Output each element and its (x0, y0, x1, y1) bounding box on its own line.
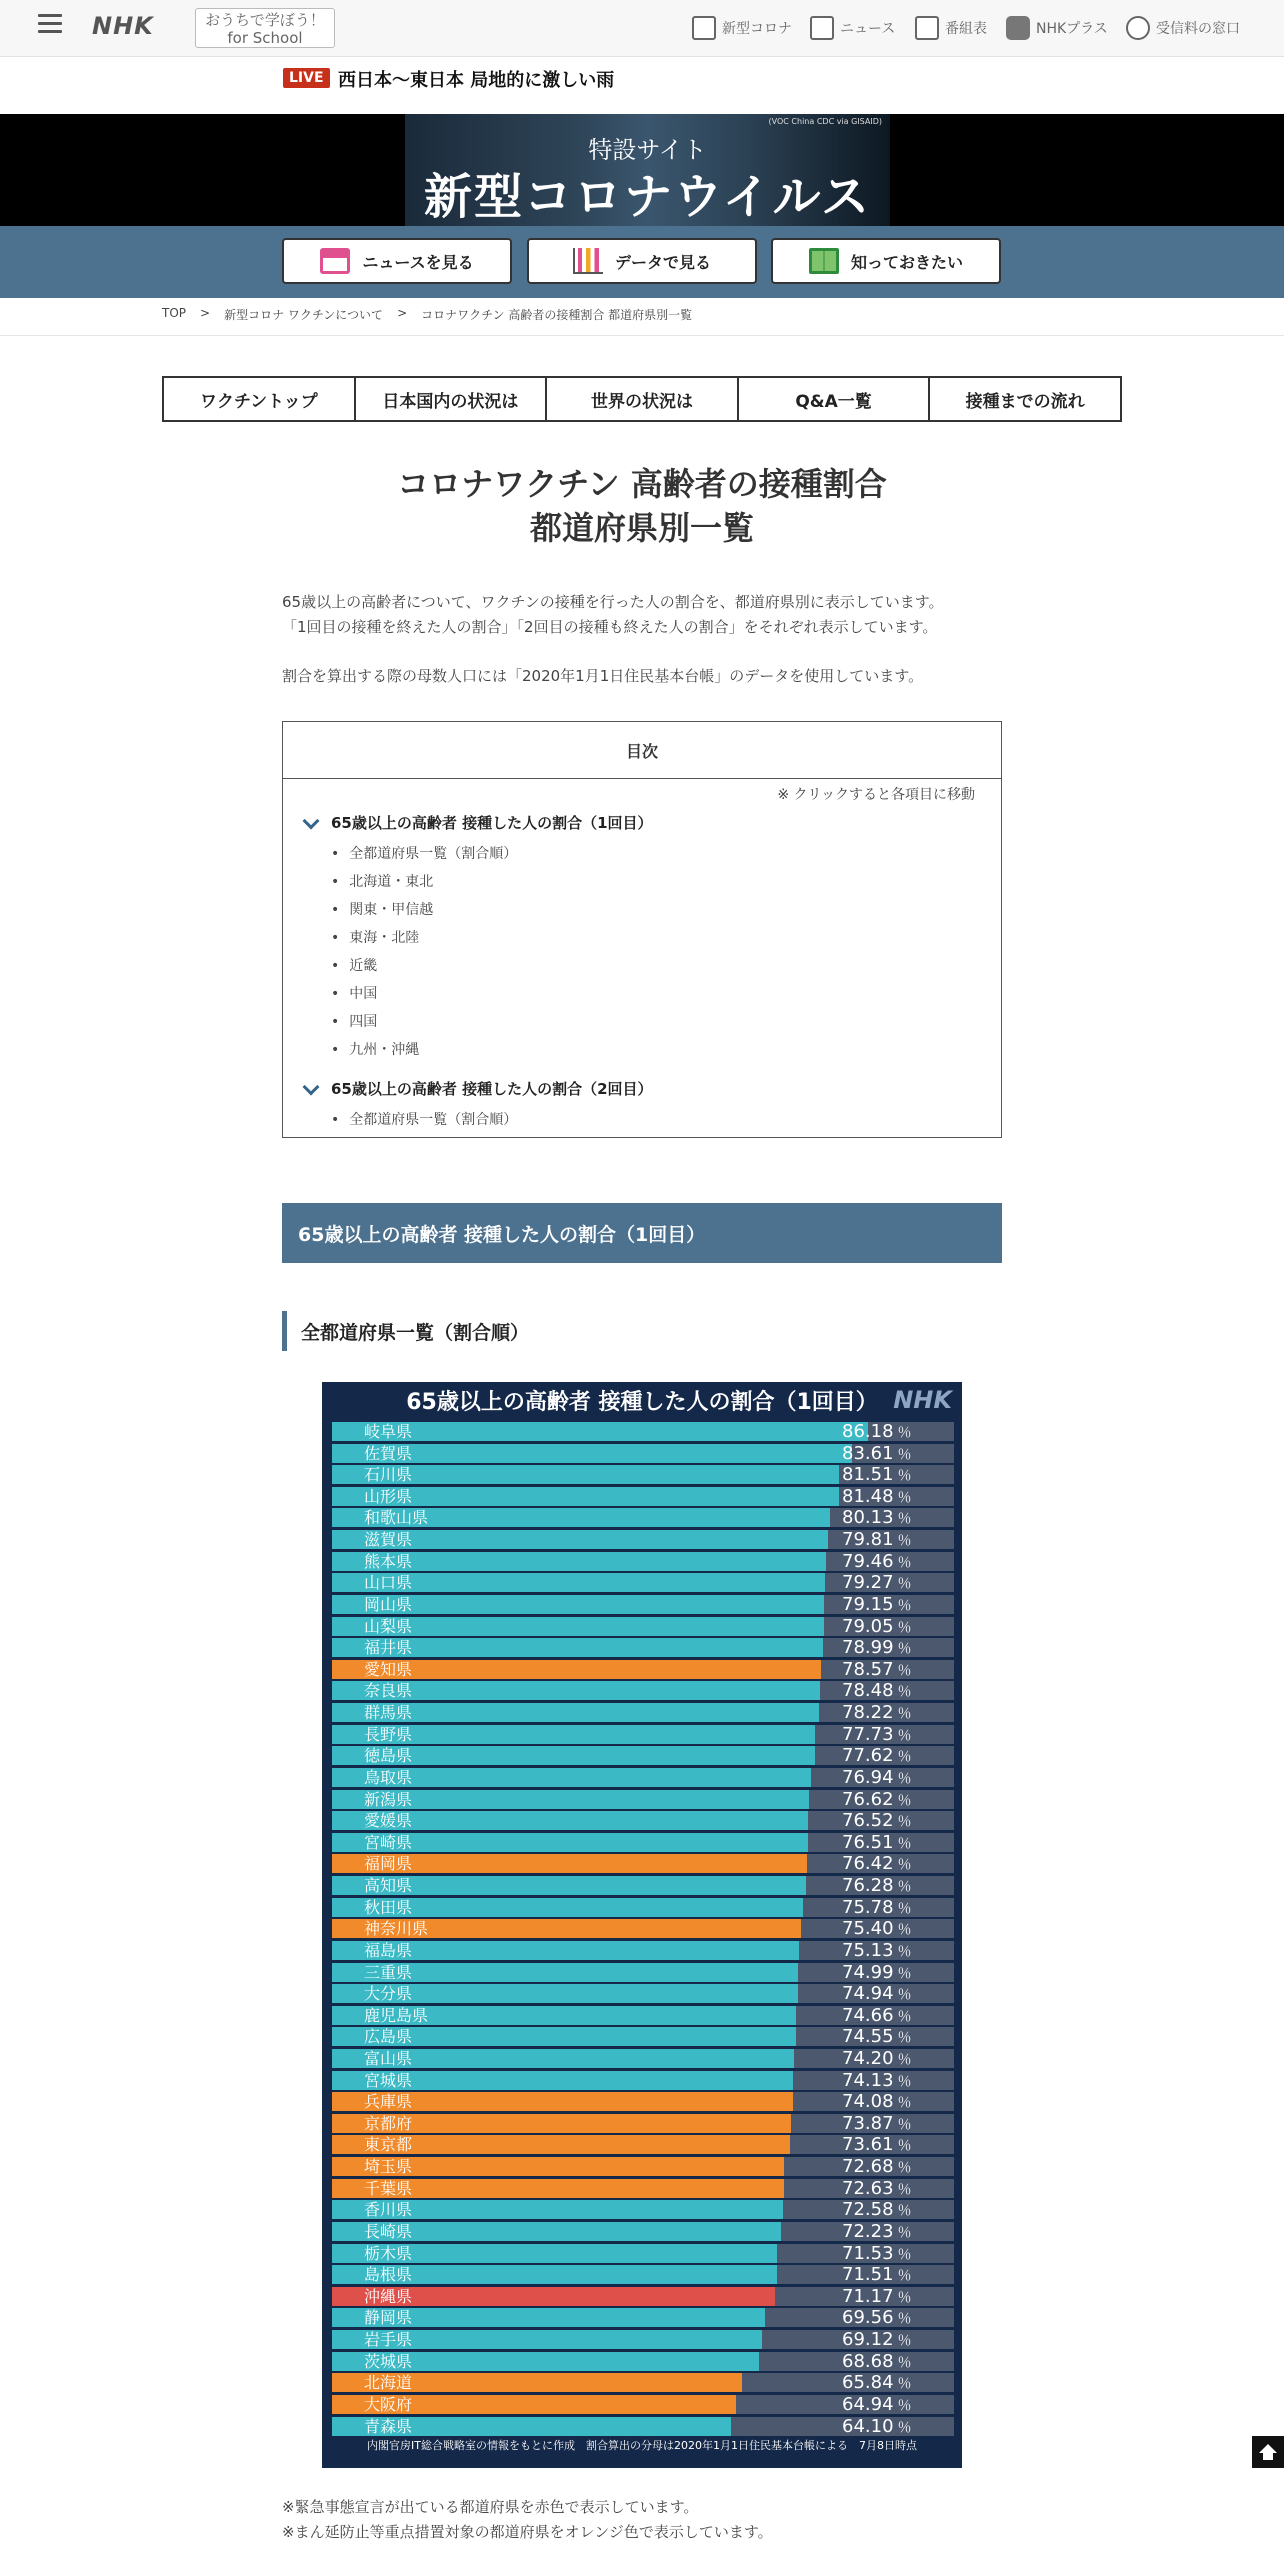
chart-row (332, 1746, 954, 1765)
breadcrumb-top[interactable]: TOP (162, 306, 187, 320)
chart-value-label: 74.94 ％ (842, 1983, 912, 2005)
chart-row (332, 2092, 954, 2111)
tab-qa[interactable]: Q&A一覧 (739, 378, 931, 420)
chart-category-label: 熊本県 (364, 1551, 413, 1571)
chart-value-label: 76.51 ％ (842, 1831, 912, 1853)
chart-category-label: 千葉県 (364, 2178, 413, 2198)
table-grid-icon (915, 16, 939, 40)
chart-row (332, 1984, 954, 2003)
live-badge: LIVE (283, 68, 330, 88)
view-data-label: データで見る (614, 252, 711, 272)
chart-value-label: 74.55 ％ (842, 2026, 912, 2048)
view-news-label: ニュースを見る (362, 252, 474, 272)
chart-category-label: 鳥取県 (364, 1767, 413, 1787)
chart-category-label: 富山県 (364, 2048, 413, 2068)
chart-value-label: 75.78 ％ (842, 1896, 912, 1918)
chart-category-label: 鹿児島県 (364, 2005, 429, 2025)
chart-unit-label: ％ (897, 1749, 912, 1766)
chart-row (332, 1790, 954, 1809)
page-title-line1: コロナワクチン 高齢者の接種割合 (397, 465, 887, 503)
chart-category-label: 島根県 (364, 2265, 413, 2285)
chart-unit-label: ％ (897, 2224, 912, 2241)
chart-unit-label: ％ (897, 1900, 912, 1917)
chart-row (332, 1681, 954, 1700)
chart-category-label: 和歌山県 (364, 1508, 429, 1528)
tab-vaccine-top[interactable]: ワクチントップ (164, 378, 356, 420)
chart-value-label: 64.10 ％ (842, 2415, 912, 2437)
chart-unit-label: ％ (897, 2376, 912, 2393)
chart-unit-label: ％ (897, 2181, 912, 2198)
chart-value-label: 73.61 ％ (842, 2134, 912, 2156)
chart-footnote: 内閣官房IT総合戦略室の情報をもとに作成 割合算出の分母は2020年1月1日住民基本台帳による 7月8日時点 (367, 2439, 917, 2452)
chart-row (332, 2417, 954, 2436)
chart-value-label: 76.52 ％ (842, 1810, 912, 1832)
chart-value-label: 71.17 ％ (842, 2285, 912, 2307)
chart-unit-label: ％ (897, 1987, 912, 2004)
nav-nhk-plus[interactable] (1006, 14, 1108, 42)
chart-value-label: 74.99 ％ (842, 1961, 912, 1983)
receiver-fee-icon (1126, 16, 1150, 40)
chart-row (332, 1876, 954, 1895)
chart-unit-label: ％ (897, 1965, 912, 1982)
chart-row (332, 1660, 954, 1679)
toc-item[interactable]: • 東海・北陸 (331, 927, 419, 947)
chart-row (332, 1617, 954, 1636)
chart-unit-label: ％ (897, 1511, 912, 1528)
chart-category-label: 宮崎県 (364, 1832, 413, 1852)
chart-unit-label: ％ (897, 1597, 912, 1614)
chart-row (332, 1595, 954, 1614)
open-book-icon (809, 248, 839, 274)
chart-value-label: 78.57 ％ (842, 1658, 912, 1680)
chart-row (332, 2157, 954, 2176)
chart-row (332, 1768, 954, 1787)
toc-item[interactable]: • 全都道府県一覧（割合順） (331, 1109, 517, 1129)
for-school-line2: for School (227, 29, 303, 47)
nav-program-guide[interactable] (915, 14, 987, 42)
chart-unit-label: ％ (897, 1922, 912, 1939)
chart-unit-label: ％ (897, 1727, 912, 1744)
toc-item[interactable]: • 全都道府県一覧（割合順） (331, 843, 517, 863)
chart-value-label: 75.13 ％ (842, 1939, 912, 1961)
chart-row (332, 1941, 954, 1960)
chart-row (332, 2049, 954, 2068)
chart-category-label: 山梨県 (364, 1616, 413, 1636)
chart-category-label: 奈良県 (364, 1681, 413, 1701)
vaccination-chart (322, 1382, 962, 2468)
chart-row (332, 2308, 954, 2327)
chart-unit-label: ％ (897, 2311, 912, 2328)
sub-heading: 全都道府県一覧（割合順） (282, 1311, 529, 1351)
chart-value-label: 73.87 ％ (842, 2112, 912, 2134)
news-window-icon (320, 248, 350, 274)
chart-category-label: 大分県 (364, 1984, 413, 2004)
chart-unit-label: ％ (897, 1706, 912, 1723)
hamburger-menu-icon[interactable] (38, 14, 62, 34)
chart-row (332, 2373, 954, 2392)
toc-section-dose2-label: 65歳以上の高齢者 接種した人の割合（2回目） (331, 1080, 653, 1098)
bar-chart-icon (573, 248, 603, 274)
chart-unit-label: ％ (897, 1857, 912, 1874)
chart-row (332, 1465, 954, 1484)
intro-line2: 「1回目の接種を終えた人の割合」「2回目の接種も終えた人の割合」をそれぞれ表示しています。 (282, 618, 938, 636)
chart-category-label: 沖縄県 (364, 2286, 413, 2306)
chart-unit-label: ％ (897, 1662, 912, 1679)
chart-row (332, 2330, 954, 2349)
intro-paragraph (282, 590, 1002, 640)
toc-item[interactable]: • 北海道・東北 (331, 871, 433, 891)
chart-row (332, 1919, 954, 1938)
chart-unit-label: ％ (897, 1835, 912, 1852)
chevron-down-icon (303, 1078, 320, 1095)
nav-receiver-fee[interactable] (1126, 14, 1240, 42)
chart-category-label: 東京都 (364, 2135, 413, 2155)
chart-value-label: 78.48 ％ (842, 1680, 912, 1702)
toc-item[interactable]: • 九州・沖縄 (331, 1039, 419, 1059)
toc-item[interactable]: • 関東・甲信越 (331, 899, 433, 919)
chart-category-label: 石川県 (364, 1465, 413, 1485)
chart-value-label: 79.27 ％ (842, 1572, 912, 1594)
chart-category-label: 埼玉県 (364, 2157, 413, 2177)
breadcrumb-separator: > (200, 306, 211, 320)
chart-unit-label: ％ (897, 1879, 912, 1896)
chart-value-label: 68.68 ％ (842, 2350, 912, 2372)
chart-unit-label: ％ (897, 2203, 912, 2220)
toc-item[interactable]: • 中国 (331, 983, 377, 1003)
chart-category-label: 佐賀県 (364, 1443, 413, 1463)
toc-section-dose2[interactable] (301, 1078, 653, 1099)
chart-category-label: 福岡県 (364, 1854, 413, 1874)
for-school-line1: おうちで学ぼう！ (205, 11, 325, 29)
chart-category-label: 香川県 (364, 2200, 413, 2220)
chart-unit-label: ％ (897, 1576, 912, 1593)
section-heading: 65歳以上の高齢者 接種した人の割合（1回目） (282, 1203, 1002, 1263)
chart-row (332, 1508, 954, 1527)
banner-subtitle: 特設サイト (588, 136, 707, 164)
chart-row (332, 1725, 954, 1744)
nav-news-label: ニュース (840, 21, 896, 37)
chart-value-label: 74.13 ％ (842, 2069, 912, 2091)
page-title-line2: 都道府県別一覧 (529, 509, 754, 547)
chart-category-label: 岡山県 (364, 1594, 413, 1614)
chart-category-label: 高知県 (364, 1876, 413, 1896)
chart-value-label: 78.99 ％ (842, 1637, 912, 1659)
chart-row (332, 1898, 954, 1917)
chart-value-label: 79.05 ％ (842, 1615, 912, 1637)
breadcrumb-current: コロナワクチン 高齢者の接種割合 都道府県別一覧 (421, 308, 693, 322)
breadcrumb-vaccine[interactable]: 新型コロナ ワクチンについて (224, 308, 384, 322)
chart-value-label: 69.12 ％ (842, 2329, 912, 2351)
chart-value-label: 69.56 ％ (842, 2307, 912, 2329)
chart-unit-label: ％ (897, 1814, 912, 1831)
chart-category-label: 福井県 (364, 1638, 413, 1658)
chart-category-label: 大阪府 (364, 2394, 413, 2414)
should-know-button[interactable] (771, 238, 1001, 284)
chart-unit-label: ％ (897, 1425, 912, 1441)
vaccine-tabs (162, 376, 1122, 422)
chart-category-label: 栃木県 (364, 2243, 413, 2263)
page-title (282, 462, 1002, 550)
banner-title: 新型コロナウイルス (423, 169, 872, 225)
chart-category-label: 神奈川県 (364, 1919, 429, 1939)
chart-value-label: 76.62 ％ (842, 1788, 912, 1810)
breadcrumb-separator: > (397, 306, 408, 320)
chart-unit-label: ％ (897, 1489, 912, 1506)
chart-value-label: 72.68 ％ (842, 2156, 912, 2178)
chart-row (332, 2006, 954, 2025)
chart-unit-label: ％ (897, 1468, 912, 1485)
chart-value-label: 79.81 ％ (842, 1529, 912, 1551)
chart-category-label: 福島県 (364, 1940, 413, 1960)
chart-value-label: 75.40 ％ (842, 1918, 912, 1940)
chart-unit-label: ％ (897, 1533, 912, 1550)
chart-row (332, 2395, 954, 2414)
chart-row (332, 2352, 954, 2371)
chart-value-label: 80.13 ％ (842, 1507, 912, 1529)
chart-category-label: 群馬県 (364, 1703, 413, 1723)
chart-category-label: 滋賀県 (364, 1530, 413, 1550)
news-grid-icon (692, 16, 716, 40)
chart-category-label: 長崎県 (364, 2221, 413, 2241)
banner-credit: (VOC China CDC via GISAID) (768, 117, 882, 126)
chart-value-label: 74.20 ％ (842, 2047, 912, 2069)
chart-row (332, 1963, 954, 1982)
toc-section-dose1[interactable] (301, 812, 653, 833)
chart-unit-label: ％ (897, 2030, 912, 2047)
view-data-button[interactable] (527, 238, 757, 284)
table-of-contents (282, 721, 1002, 1138)
chart-value-label: 77.73 ％ (842, 1723, 912, 1745)
chart-category-label: 秋田県 (364, 1897, 413, 1917)
note-emergency: ※緊急事態宣言が出ている都道府県を赤色で表示しています。 (282, 2498, 699, 2516)
chart-category-label: 兵庫県 (364, 2092, 413, 2112)
toc-heading: 目次 (283, 722, 1001, 779)
view-news-button[interactable] (282, 238, 512, 284)
chart-row (332, 1444, 954, 1463)
chart-category-label: 岩手県 (364, 2330, 413, 2350)
note-priority: ※まん延防止等重点措置対象の都道府県をオレンジ色で表示しています。 (282, 2523, 773, 2541)
for-school-button[interactable] (195, 8, 335, 48)
toc-item[interactable]: • 近畿 (331, 955, 377, 975)
chart-row (332, 2135, 954, 2154)
chart-unit-label: ％ (897, 2116, 912, 2133)
intro-source: 割合を算出する際の母数人口には「2020年1月1日住民基本台帳」のデータを使用しています。 (282, 667, 924, 685)
chart-category-label: 愛知県 (364, 1659, 413, 1679)
nav-corona[interactable] (692, 14, 792, 42)
chart-category-label: 茨城県 (364, 2351, 413, 2371)
chart-category-label: 新潟県 (364, 1789, 413, 1809)
chart-row (332, 2222, 954, 2241)
chart-value-label: 74.08 ％ (842, 2091, 912, 2113)
chart-category-label: 北海道 (364, 2373, 413, 2393)
chart-row (332, 1422, 954, 1441)
chart-value-label: 74.66 ％ (842, 2004, 912, 2026)
chart-nhk-logo: NHK (893, 1386, 952, 1414)
chart-category-label: 京都府 (364, 2113, 413, 2133)
nav-nhk-plus-label: NHKプラス (1036, 21, 1108, 37)
live-headline[interactable]: 西日本～東日本 局地的に激しい雨 (338, 70, 615, 91)
chart-value-label: 81.48 ％ (842, 1485, 912, 1507)
chart-category-label: 静岡県 (364, 2308, 413, 2328)
chart-value-label: 83.61 ％ (842, 1442, 912, 1464)
back-to-top-button[interactable] (1252, 2436, 1284, 2468)
nav-program-guide-label: 番組表 (945, 21, 987, 37)
chart-row (332, 1638, 954, 1657)
chevron-down-icon (303, 812, 320, 829)
chart-row (332, 2179, 954, 2198)
chart-row (332, 2071, 954, 2090)
chart-value-label: 76.42 ％ (842, 1853, 912, 1875)
chart-unit-label: ％ (897, 2073, 912, 2090)
chart-value-label: 72.23 ％ (842, 2220, 912, 2242)
corona-special-banner[interactable] (405, 114, 890, 226)
toc-note: ※ クリックすると各項目に移動 (777, 787, 975, 803)
chart-unit-label: ％ (897, 1943, 912, 1960)
breadcrumb (162, 306, 692, 323)
chart-category-label: 長野県 (364, 1724, 413, 1744)
nhk-plus-icon (1006, 16, 1030, 40)
chart-row (332, 1487, 954, 1506)
should-know-label: 知っておきたい (850, 252, 963, 272)
tab-flow[interactable]: 接種までの流れ (965, 391, 1085, 412)
chart-row (332, 2200, 954, 2219)
nav-receiver-fee-label: 受信料の窓口 (1156, 21, 1240, 37)
chart-value-label: 65.84 ％ (842, 2372, 912, 2394)
toc-section-dose1-label: 65歳以上の高齢者 接種した人の割合（1回目） (331, 814, 653, 832)
chart-unit-label: ％ (897, 2354, 912, 2371)
newspaper-icon (810, 16, 834, 40)
chart-unit-label: ％ (897, 1770, 912, 1787)
chart-value-label: 71.53 ％ (842, 2242, 912, 2264)
divider (0, 335, 1284, 336)
chart-value-label: 79.15 ％ (842, 1593, 912, 1615)
tab-domestic[interactable]: 日本国内の状況は (356, 378, 548, 420)
toc-item[interactable]: • 四国 (331, 1011, 377, 1031)
chart-row (332, 1854, 954, 1873)
chart-row (332, 2114, 954, 2133)
chart-row (332, 1573, 954, 1592)
chart-unit-label: ％ (897, 1446, 912, 1463)
chart-value-label: 79.46 ％ (842, 1550, 912, 1572)
chart-row (332, 1811, 954, 1830)
chart-row (332, 1552, 954, 1571)
nhk-logo[interactable]: NHK (92, 12, 154, 40)
chart-value-label: 72.58 ％ (842, 2199, 912, 2221)
chart-unit-label: ％ (897, 2160, 912, 2177)
chart-row (332, 2027, 954, 2046)
chart-category-label: 広島県 (364, 2027, 413, 2047)
chart-row (332, 2287, 954, 2306)
chart-category-label: 宮城県 (364, 2070, 413, 2090)
chart-unit-label: ％ (897, 2138, 912, 2155)
tab-world[interactable]: 世界の状況は (547, 378, 739, 420)
home-up-icon (1259, 2444, 1277, 2453)
chart-value-label: 72.63 ％ (842, 2177, 912, 2199)
chart-category-label: 山口県 (364, 1573, 413, 1593)
chart-category-label: 青森県 (364, 2416, 413, 2436)
chart-unit-label: ％ (897, 2095, 912, 2112)
nav-news[interactable] (810, 14, 895, 42)
chart-unit-label: ％ (897, 2051, 912, 2068)
chart-category-label: 愛媛県 (364, 1811, 413, 1831)
chart-value-label: 76.94 ％ (842, 1766, 912, 1788)
chart-unit-label: ％ (897, 2397, 912, 2414)
chart-row (332, 1703, 954, 1722)
chart-unit-label: ％ (897, 1684, 912, 1701)
chart-unit-label: ％ (897, 2268, 912, 2285)
chart-value-label: 77.62 ％ (842, 1745, 912, 1767)
chart-row (332, 1530, 954, 1549)
chart-value-label: 86.18 ％ (842, 1421, 912, 1442)
intro-line1: 65歳以上の高齢者について、ワクチンの接種を行った人の割合を、都道府県別に表示しています。 (282, 593, 944, 611)
chart-unit-label: ％ (897, 1792, 912, 1809)
chart-category-label: 徳島県 (364, 1746, 413, 1766)
chart-unit-label: ％ (897, 1554, 912, 1571)
nav-corona-label: 新型コロナ (722, 21, 792, 37)
chart-unit-label: ％ (897, 1619, 912, 1636)
chart-unit-label: ％ (897, 1641, 912, 1658)
chart-value-label: 71.51 ％ (842, 2264, 912, 2286)
chart-unit-label: ％ (897, 2333, 912, 2350)
chart-value-label: 78.22 ％ (842, 1702, 912, 1724)
chart-unit-label: ％ (897, 2289, 912, 2306)
chart-value-label: 81.51 ％ (842, 1464, 912, 1486)
chart-row (332, 2244, 954, 2263)
chart-category-label: 山形県 (364, 1486, 413, 1506)
chart-row (332, 1833, 954, 1852)
chart-category-label: 岐阜県 (364, 1422, 413, 1441)
chart-bar (332, 1422, 868, 1441)
chart-category-label: 三重県 (364, 1962, 413, 1982)
chart-unit-label: ％ (897, 2246, 912, 2263)
chart-row (332, 2265, 954, 2284)
chart-value-label: 64.94 ％ (842, 2393, 912, 2415)
chart-unit-label: ％ (897, 2008, 912, 2025)
chart-unit-label: ％ (897, 2419, 912, 2436)
chart-value-label: 76.28 ％ (842, 1875, 912, 1897)
chart-title: 65歳以上の高齢者 接種した人の割合（1回目） (406, 1389, 878, 1415)
